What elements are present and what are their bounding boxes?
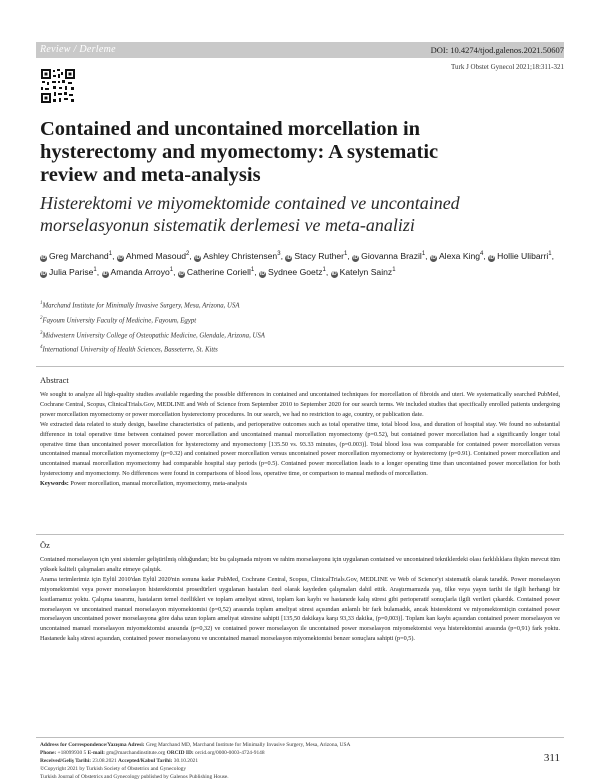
author-affiliation-marker: 1 [169,267,174,274]
author [352,251,425,261]
author-affiliation-marker: 1 [548,251,552,257]
journal-reference: Turk J Obstet Gynecol 2021;18:311-321 [450,63,564,71]
keywords-text: Power morcellation, manual morcellation, myomectomy, meta-analysis [70,480,248,488]
section-divider [36,737,564,738]
orcid-icon[interactable]: iD [489,254,495,261]
oz-body [40,555,560,644]
article-title: Contained and uncontained morcellation in hysterectomy and myomectomy: A systematic review and meta-analysis [40,118,439,186]
author-affiliation-marker: 1 [322,267,326,274]
correspondence-label: Address for Correspondence/Yazışma Adresi: [40,742,145,748]
author [178,267,254,277]
publisher-line: Turkish Journal of Obstetrics and Gynecology published by Galenos Publishing House. [40,774,229,780]
accepted-date: 30.10.2021 [173,758,199,764]
author-affiliation-marker: 4 [480,251,484,257]
author-name: Julia Parise [49,267,94,278]
correspondence-block [40,741,560,757]
affiliation-marker: 4 [40,345,43,351]
author [488,251,551,261]
author [40,251,112,261]
orcid-icon[interactable]: iD [178,271,184,278]
author-name: Ashley Christensen [203,250,278,261]
phone-label: Phone: [40,750,57,756]
orcid-icon[interactable]: iD [195,254,201,261]
orcid-icon[interactable]: iD [430,254,436,261]
affiliation-marker: 2 [40,315,43,321]
author-name: Alexa King [438,250,481,261]
orcid-icon[interactable]: iD [353,254,359,261]
copyright-block [40,757,440,781]
author-name: Hollie Ulibarri [497,250,549,261]
author-affiliation-marker: 1 [392,267,396,274]
affiliation-text: International University of Health Sciences, Basseterre, St. Kitts [42,346,218,354]
oz-paragraph: Contained morselasyon için yeni sistemler geliştirilmiş olduğundan; biz bu çalışmada miyom ve rahim morselasyonu için uygulanan contained ve uncontained tekniklerdeki olası farklılıklara ilişkin mevcut tüm yüksek kaliteli çalışmaları analiz etmeye çalıştık. [40,556,560,573]
orcid-icon[interactable]: iD [41,271,46,278]
author-name: Greg Marchand [49,250,109,261]
article-subtitle-turkish: Histerektomi ve miyomektomide contained ve uncontained morselasyonun sistematik derlemesi ve meta-analizi [40,193,460,235]
author-name: Catherine Coriell [186,267,251,278]
doi[interactable]: DOI: 10.4274/tjod.galenos.2021.50607 [430,45,564,55]
author [40,267,97,277]
orcid-icon[interactable]: iD [41,254,46,261]
accepted-label: Accepted/Kabul Tarihi: [118,758,173,764]
affiliation-text: Midwestern University College of Osteopathic Medicine, Glendale, Arizona, USA [42,331,265,339]
keywords-label: Keywords: [40,480,69,488]
author [331,267,396,277]
orcid-icon[interactable]: iD [117,254,123,261]
keywords [40,479,560,489]
author [117,251,190,261]
affiliation [40,298,560,313]
abstract-paragraph: We extracted data related to study design, baseline characteristics of patients, and perioperative outcomes such as total operative time, total blood loss, and duration of hospital stay. We found no substantial difference in total operative time between contained power morcellation and uncontained manual morcellation myomectomy (p=0.52), but contained power morcellation had a significantly longer total operative time than uncontained power morcellation for hysterectomy and myomectomy [135.50 vs. 93.33 minutes, (p=0.003)]. Total blood loss was comparable for contained power morcellation versus uncontained manual morcellation myomectomy (p=0.32) and contained power morcellation versus uncontained power morcellation myomectomy or hysterectomy (p=0.91). Contained power morcellation and uncontained manual morcellation myomectomy had comparable hospital stay periods (p=0.5). Contained power morcellation leads to a longer operating time than uncontained power morcellation for both hysterectomy and myomectomy. No differences were found in comparisons of blood loss, operative time, or comparison to manual methods of morcellation. [40,420,560,478]
author-name: Amanda Arroyo [110,267,170,278]
article-category: Review / Derleme [40,44,116,55]
copyright-line: ©Copyright 2021 by Turkish Society of Obstetrics and Gynecology [40,766,187,772]
author-name: Sydnee Goetz [268,267,323,278]
author-name: Katelyn Sainz [339,267,393,278]
author [430,251,483,261]
affiliation-marker: 3 [40,330,43,336]
affiliation-text: Marchand Institute for Minimally Invasive Surgery, Mesa, Arizona, USA [42,302,240,310]
author-affiliation-marker: 1 [421,251,426,257]
author [285,251,347,261]
abstract-heading: Abstract [40,375,69,385]
author-affiliation-marker: 1 [250,267,255,274]
received-label: Received/Geliş Tarihi: [40,758,92,764]
abstract-paragraph: We sought to analyze all high-quality studies available regarding the possible differences in contained and uncontained techniques for morcellation of fibroids and uteri. We systematically searched PubMed, Cochrane Central, Scopus, ClinicalTrials.Gov, MEDLINE and Web of Science from September 2010 to September 2020 for our search terms. We included studies that specifically enrolled patients undergoing power morcellation myomectomy or power morcellation hysterectomy procedures. In our search, we had no restriction to age, country, or publication date. [40,391,560,418]
section-divider [36,534,564,535]
author [259,267,326,277]
affiliation [40,328,560,343]
author [194,251,280,261]
orcid-icon[interactable]: iD [331,271,337,278]
orcid-value[interactable]: orcid.org/0000-0003-4724-9148 [195,750,265,756]
phone-value: +18099930 5 [57,750,87,756]
orcid-label: ORCID ID: [166,750,194,756]
author-name: Giovanna Brazil [361,250,422,261]
qr-code-icon[interactable] [40,68,76,104]
oz-paragraph: Arama terimlerimiz için Eylül 2010'dan Eylül 2020'nin sonuna kadar PubMed, Cochrane Central, Scopus, ClinicalTrials.Gov, MEDLINE ve Web of Science'yi sistematik olarak taradık. Power morselasyon miyomektomisi veya power morselasyon histerektomisi prosedürleri uygulanan hastaları özel olarak kaydeden çalışmaları dahil ettik. Araştırmamızda yaş, ülke veya yayın tarihi ile ilgili herhangi bir kısıtlamamız yoktu. Çalışma tasarımı, hastaların temel özellikleri ve toplam ameliyat süresi, toplam kan kaybı ve hastanede kalış süresi gibi perioperatif sonuçlarla ilgili verileri çıkardık. Contained power morselasyon ve uncontained manuel morselasyon miyomektomisi (p=0,52) arasında toplam ameliyat süresi açısından anlamlı bir fark bulamadık, ancak histerektomi ve miyomektomiiçin contained power morselasyon uncontained power morselasyona göre daha uzun toplam ameliyat süresine sahipti [135,50 dakikaya karşı 93,33 dakika, (p=0,003)]. Toplam kan kaybı açısından contained power morselasyon ve uncontained manuel morselasyon miyomektomisi arasında (p=0,32) ve contained power morselasyon ile uncontained power morselasyon miyomektomisi veya histerektomisi arasında (p=0,91) fark yoktu. Hastanede kalış süresi açısından, contained power morselasyonu ve uncontained manuel morselasyon miyomektomisi benzer sonuçlara sahipti (p=0,5). [40,575,560,643]
author-name: Stacy Ruther [294,250,345,261]
author-affiliation-marker: 1 [344,251,348,257]
email-value[interactable]: gm@marchandinstitute.org [106,750,166,756]
orcid-icon[interactable]: iD [102,271,108,278]
affiliation-text: Fayoum University Faculty of Medicine, Fayoum, Egypt [42,317,197,325]
author-affiliation-marker: 1 [93,267,97,274]
orcid-icon[interactable]: iD [260,271,266,278]
affiliation [40,313,560,328]
email-label: E-mail: [87,750,105,756]
abstract-body [40,390,560,489]
oz-heading: Öz [40,540,50,550]
author [102,267,174,277]
section-divider [36,366,564,367]
author-affiliation-marker: 1 [108,251,113,257]
author-affiliation-marker: 3 [277,251,281,257]
affiliation-marker: 1 [40,301,43,306]
correspondence-address: Greg Marchand MD, Marchand Institute for Minimally Invasive Surgery, Mesa, Arizona, USA [145,742,351,748]
author-affiliation-marker: 2 [186,251,190,257]
page-number: 311 [543,752,560,764]
author-list: iD Greg Marchand$^1$, iD Ahmed Masoud$^2$, iD Ashley Christensen$^3$, iD Stacy Ruther$^1$, iD Giovanna Brazil$^1$, iD Alexa King$^4$, iD Hollie Ulibarri$^1$, iD Julia Parise$^1$, iD Amanda Arroyo$^1$, iD Catherine Coriell$^1$, iD Sydnee Goetz$^1$, iD Katelyn Sainz$^1$ [41,250,555,278]
author-name: Ahmed Masoud [125,250,187,261]
affiliation-list [40,298,560,357]
orcid-icon[interactable]: iD [286,254,292,261]
affiliation [40,342,560,357]
received-date: 23.08.2021 [92,758,117,764]
